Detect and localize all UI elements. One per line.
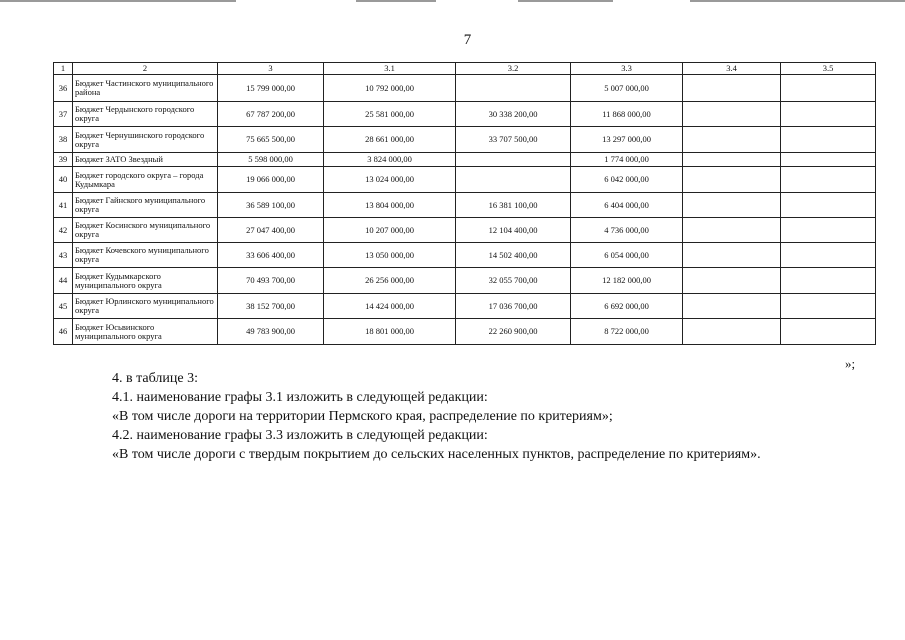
cell-col-3-4 bbox=[683, 243, 781, 268]
cell-col-3-2 bbox=[456, 75, 571, 102]
amendment-line: «В том числе дороги на территории Пермского края, распределение по критериям»; bbox=[112, 409, 613, 424]
column-header: 3.3 bbox=[571, 63, 683, 75]
budget-table bbox=[53, 62, 876, 345]
cell-col-3: 27 047 400,00 bbox=[218, 218, 324, 243]
table-row bbox=[54, 153, 876, 167]
cell-col-3-2 bbox=[456, 153, 571, 167]
row-number: 42 bbox=[54, 218, 73, 243]
cell-col-3: 67 787 200,00 bbox=[218, 102, 324, 127]
cell-col-3-3: 11 868 000,00 bbox=[571, 102, 683, 127]
cell-col-3-1: 14 424 000,00 bbox=[324, 294, 456, 319]
cell-col-3-2: 16 381 100,00 bbox=[456, 193, 571, 218]
cell-col-3-4 bbox=[683, 127, 781, 153]
cell-col-3: 33 606 400,00 bbox=[218, 243, 324, 268]
table-row bbox=[54, 193, 876, 218]
table-row bbox=[54, 167, 876, 193]
cell-col-3: 15 799 000,00 bbox=[218, 75, 324, 102]
row-number: 36 bbox=[54, 75, 73, 102]
table-row bbox=[54, 243, 876, 268]
cell-col-3-4 bbox=[683, 294, 781, 319]
cell-col-3-2: 17 036 700,00 bbox=[456, 294, 571, 319]
cell-col-3-5 bbox=[781, 102, 876, 127]
budget-name: Бюджет Чернушинского городского округа bbox=[73, 127, 218, 153]
column-header: 3.1 bbox=[324, 63, 456, 75]
amendment-line: 4.1. наименование графы 3.1 изложить в следующей редакции: bbox=[112, 390, 488, 405]
row-number: 39 bbox=[54, 153, 73, 167]
cell-col-3-4 bbox=[683, 75, 781, 102]
top-rule-left bbox=[0, 0, 236, 2]
column-header: 1 bbox=[54, 63, 73, 75]
table-row bbox=[54, 127, 876, 153]
cell-col-3-1: 13 050 000,00 bbox=[324, 243, 456, 268]
cell-col-3-1: 13 024 000,00 bbox=[324, 167, 456, 193]
column-header: 3.5 bbox=[781, 63, 876, 75]
budget-name: Бюджет Косинского муниципального округа bbox=[73, 218, 218, 243]
closing-quote: »; bbox=[845, 356, 856, 371]
cell-col-3-5 bbox=[781, 243, 876, 268]
cell-col-3-2: 14 502 400,00 bbox=[456, 243, 571, 268]
cell-col-3-1: 13 804 000,00 bbox=[324, 193, 456, 218]
cell-col-3-4 bbox=[683, 319, 781, 345]
cell-col-3-2: 30 338 200,00 bbox=[456, 102, 571, 127]
row-number: 41 bbox=[54, 193, 73, 218]
cell-col-3-3: 6 042 000,00 bbox=[571, 167, 683, 193]
row-number: 45 bbox=[54, 294, 73, 319]
cell-col-3-3: 4 736 000,00 bbox=[571, 218, 683, 243]
cell-col-3-3: 8 722 000,00 bbox=[571, 319, 683, 345]
cell-col-3-1: 18 801 000,00 bbox=[324, 319, 456, 345]
cell-col-3-2 bbox=[456, 167, 571, 193]
column-header: 3.4 bbox=[683, 63, 781, 75]
cell-col-3: 49 783 900,00 bbox=[218, 319, 324, 345]
cell-col-3: 75 665 500,00 bbox=[218, 127, 324, 153]
budget-name: Бюджет Чердынского городского округа bbox=[73, 102, 218, 127]
cell-col-3-4 bbox=[683, 193, 781, 218]
row-number: 40 bbox=[54, 167, 73, 193]
cell-col-3-4 bbox=[683, 102, 781, 127]
cell-col-3-5 bbox=[781, 218, 876, 243]
table-header-row bbox=[54, 63, 876, 75]
cell-col-3: 36 589 100,00 bbox=[218, 193, 324, 218]
cell-col-3-5 bbox=[781, 294, 876, 319]
table-row bbox=[54, 75, 876, 102]
cell-col-3-3: 5 007 000,00 bbox=[571, 75, 683, 102]
row-number: 46 bbox=[54, 319, 73, 345]
cell-col-3-2: 12 104 400,00 bbox=[456, 218, 571, 243]
row-number: 44 bbox=[54, 268, 73, 294]
cell-col-3-3: 6 404 000,00 bbox=[571, 193, 683, 218]
cell-col-3-1: 10 792 000,00 bbox=[324, 75, 456, 102]
cell-col-3: 19 066 000,00 bbox=[218, 167, 324, 193]
budget-name: Бюджет городского округа – города Кудымкара bbox=[73, 167, 218, 193]
page-number: 7 bbox=[463, 32, 472, 48]
amendment-line: «В том числе дороги с твердым покрытием до сельских населенных пунктов, распределение по критериям». bbox=[112, 447, 761, 462]
cell-col-3-3: 13 297 000,00 bbox=[571, 127, 683, 153]
column-header: 3.2 bbox=[456, 63, 571, 75]
budget-name: Бюджет Кудымкарского муниципального округа bbox=[73, 268, 218, 294]
cell-col-3-5 bbox=[781, 75, 876, 102]
column-header: 2 bbox=[73, 63, 218, 75]
budget-name: Бюджет Гайнского муниципального округа bbox=[73, 193, 218, 218]
cell-col-3-5 bbox=[781, 167, 876, 193]
cell-col-3-3: 1 774 000,00 bbox=[571, 153, 683, 167]
cell-col-3-4 bbox=[683, 153, 781, 167]
cell-col-3: 5 598 000,00 bbox=[218, 153, 324, 167]
table-row bbox=[54, 294, 876, 319]
cell-col-3-2: 22 260 900,00 bbox=[456, 319, 571, 345]
cell-col-3-5 bbox=[781, 153, 876, 167]
budget-name: Бюджет Юрлинского муниципального округа bbox=[73, 294, 218, 319]
cell-col-3-5 bbox=[781, 193, 876, 218]
row-number: 37 bbox=[54, 102, 73, 127]
cell-col-3-4 bbox=[683, 167, 781, 193]
cell-col-3-3: 6 054 000,00 bbox=[571, 243, 683, 268]
cell-col-3-3: 6 692 000,00 bbox=[571, 294, 683, 319]
cell-col-3-2: 33 707 500,00 bbox=[456, 127, 571, 153]
table-row bbox=[54, 102, 876, 127]
cell-col-3-1: 28 661 000,00 bbox=[324, 127, 456, 153]
cell-col-3-2: 32 055 700,00 bbox=[456, 268, 571, 294]
cell-col-3: 70 493 700,00 bbox=[218, 268, 324, 294]
budget-name: Бюджет Кочевского муниципального округа bbox=[73, 243, 218, 268]
cell-col-3-5 bbox=[781, 127, 876, 153]
top-rule-right bbox=[690, 0, 905, 2]
top-rule-mid bbox=[356, 0, 436, 2]
amendment-line: 4.2. наименование графы 3.3 изложить в следующей редакции: bbox=[112, 428, 488, 443]
budget-name: Бюджет ЗАТО Звездный bbox=[73, 153, 218, 167]
budget-name: Бюджет Юсьвинского муниципального округа bbox=[73, 319, 218, 345]
amendments-text bbox=[112, 369, 892, 464]
cell-col-3-5 bbox=[781, 319, 876, 345]
table-row bbox=[54, 218, 876, 243]
cell-col-3-4 bbox=[683, 218, 781, 243]
cell-col-3-4 bbox=[683, 268, 781, 294]
row-number: 43 bbox=[54, 243, 73, 268]
cell-col-3-1: 3 824 000,00 bbox=[324, 153, 456, 167]
cell-col-3-1: 10 207 000,00 bbox=[324, 218, 456, 243]
budget-name: Бюджет Частинского муниципального района bbox=[73, 75, 218, 102]
cell-col-3-5 bbox=[781, 268, 876, 294]
cell-col-3-1: 26 256 000,00 bbox=[324, 268, 456, 294]
amendment-line: 4. в таблице 3: bbox=[112, 371, 198, 386]
table-row bbox=[54, 319, 876, 345]
table-body bbox=[54, 75, 876, 345]
cell-col-3-1: 25 581 000,00 bbox=[324, 102, 456, 127]
cell-col-3: 38 152 700,00 bbox=[218, 294, 324, 319]
column-header: 3 bbox=[218, 63, 324, 75]
cell-col-3-3: 12 182 000,00 bbox=[571, 268, 683, 294]
top-rule-center bbox=[518, 0, 613, 2]
table-row bbox=[54, 268, 876, 294]
row-number: 38 bbox=[54, 127, 73, 153]
